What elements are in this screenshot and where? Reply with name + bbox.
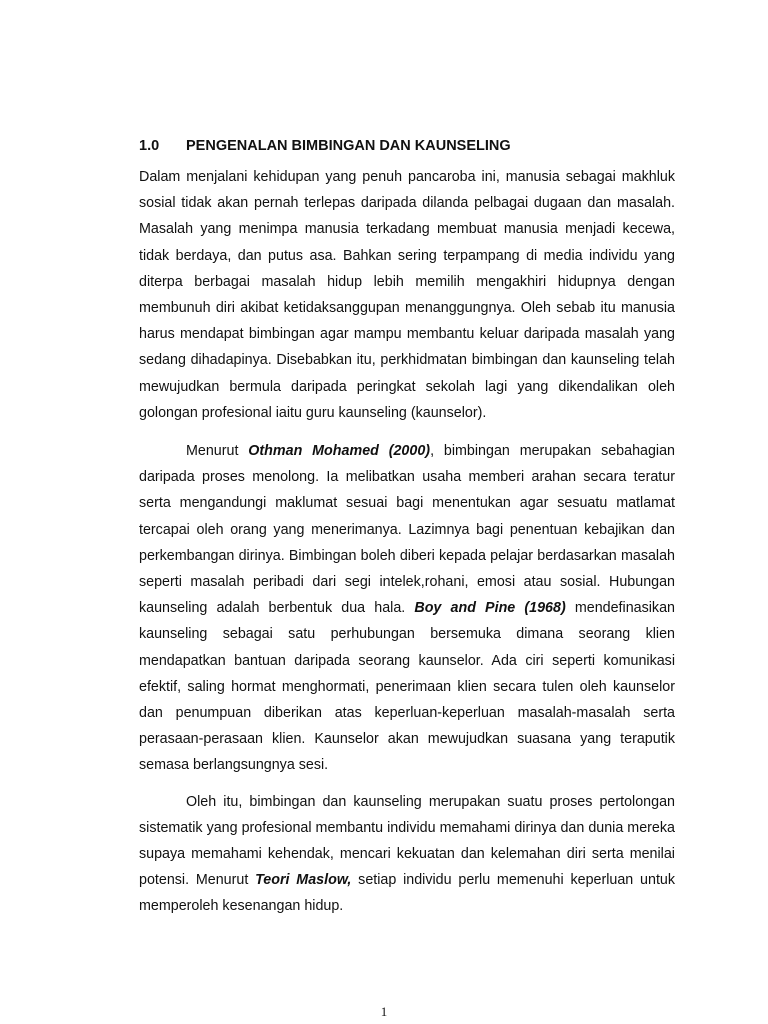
p3-text-a: Oleh itu, bimbingan dan kaunseling merupakan suatu proses pertolongan sistematik yang profesional membantu individu memahami dirinya dan dunia mereka supaya memahami kehendak, mencari kekuatan dan kelemahan diri serta menilai potensi. Menurut — [139, 793, 675, 889]
citation-maslow: Teori Maslow, — [255, 872, 352, 889]
section-number: 1.0 — [139, 138, 160, 154]
paragraph-1: Dalam menjalani kehidupan yang penuh pancaroba ini, manusia sebagai makhluk sosial tidak akan pernah terlepas daripada dilanda pelbagai dugaan dan masalah. Masalah yang menimpa manusia terkadang membuat manusia menjadi kecewa, tidak berdaya, dan putus asa. Bahkan sering terpampang di media individu yang diterpa berbagai masalah hidup lebih memilih mengakhiri hidupnya dengan membunuh diri akibat ketidaksanggupan menanggungnya. Oleh sebab itu manusia harus mendapat bimbingan agar mampu membantu keluar daripada masalah yang sedang dihadapinya. Disebabkan itu, perkhidmatan bimbingan dan kaunseling telah mewujudkan bermula daripada peringkat sekolah lagi yang dikendalikan oleh golongan profesional iaitu guru kaunseling (kaunselor). — [139, 169, 675, 421]
section-title: PENGENALAN BIMBINGAN DAN KAUNSELING — [186, 138, 511, 154]
p2-text-c: mendefinasikan kaunseling sebagai satu perhubungan bersemuka dimana seorang klien mendapatkan bantuan daripada seorang kaunselor. Ada ciri seperti komunikasi efektif, saling hormat menghormati, penerimaan klien secara tulen oleh kaunselor dan penumpuan diberikan atas keperluan-keperluan masalah-masalah serta perasaan-perasaan klien. Kaunselor akan mewujudkan suasana yang teraputik semasa berlangsungnya sesi. — [139, 600, 675, 774]
p3-text-b: setiap individu perlu memenuhi keperluan untuk memperoleh kesenangan hidup. — [139, 872, 676, 915]
p2-text-a: Menurut — [186, 443, 249, 460]
paragraph-2 — [139, 438, 675, 779]
citation-othman: Othman Mohamed (2000) — [248, 443, 431, 460]
citation-boy-pine: Boy and Pine (1968) — [414, 600, 566, 617]
document-page — [139, 138, 675, 920]
page-number: 1 — [380, 1004, 388, 1019]
section-heading — [139, 138, 675, 154]
p2-text-b: , bimbingan merupakan sebahagian daripada proses menolong. Ia melibatkan usaha memberi arahan secara teratur serta mengandungi maklumat sesuai bagi menentukan agar sesuatu matlamat tercapai oleh orang yang menerimanya. Lazimnya bagi penentuan kebajikan dan perkembangan dirinya. Bimbingan boleh diberi kepada pelajar berdasarkan masalah seperti masalah peribadi dari segi intelek,rohani, emosi atau sosial. Hubungan kaunseling adalah berbentuk dua hala. — [139, 443, 675, 617]
paragraph-3 — [139, 789, 675, 920]
